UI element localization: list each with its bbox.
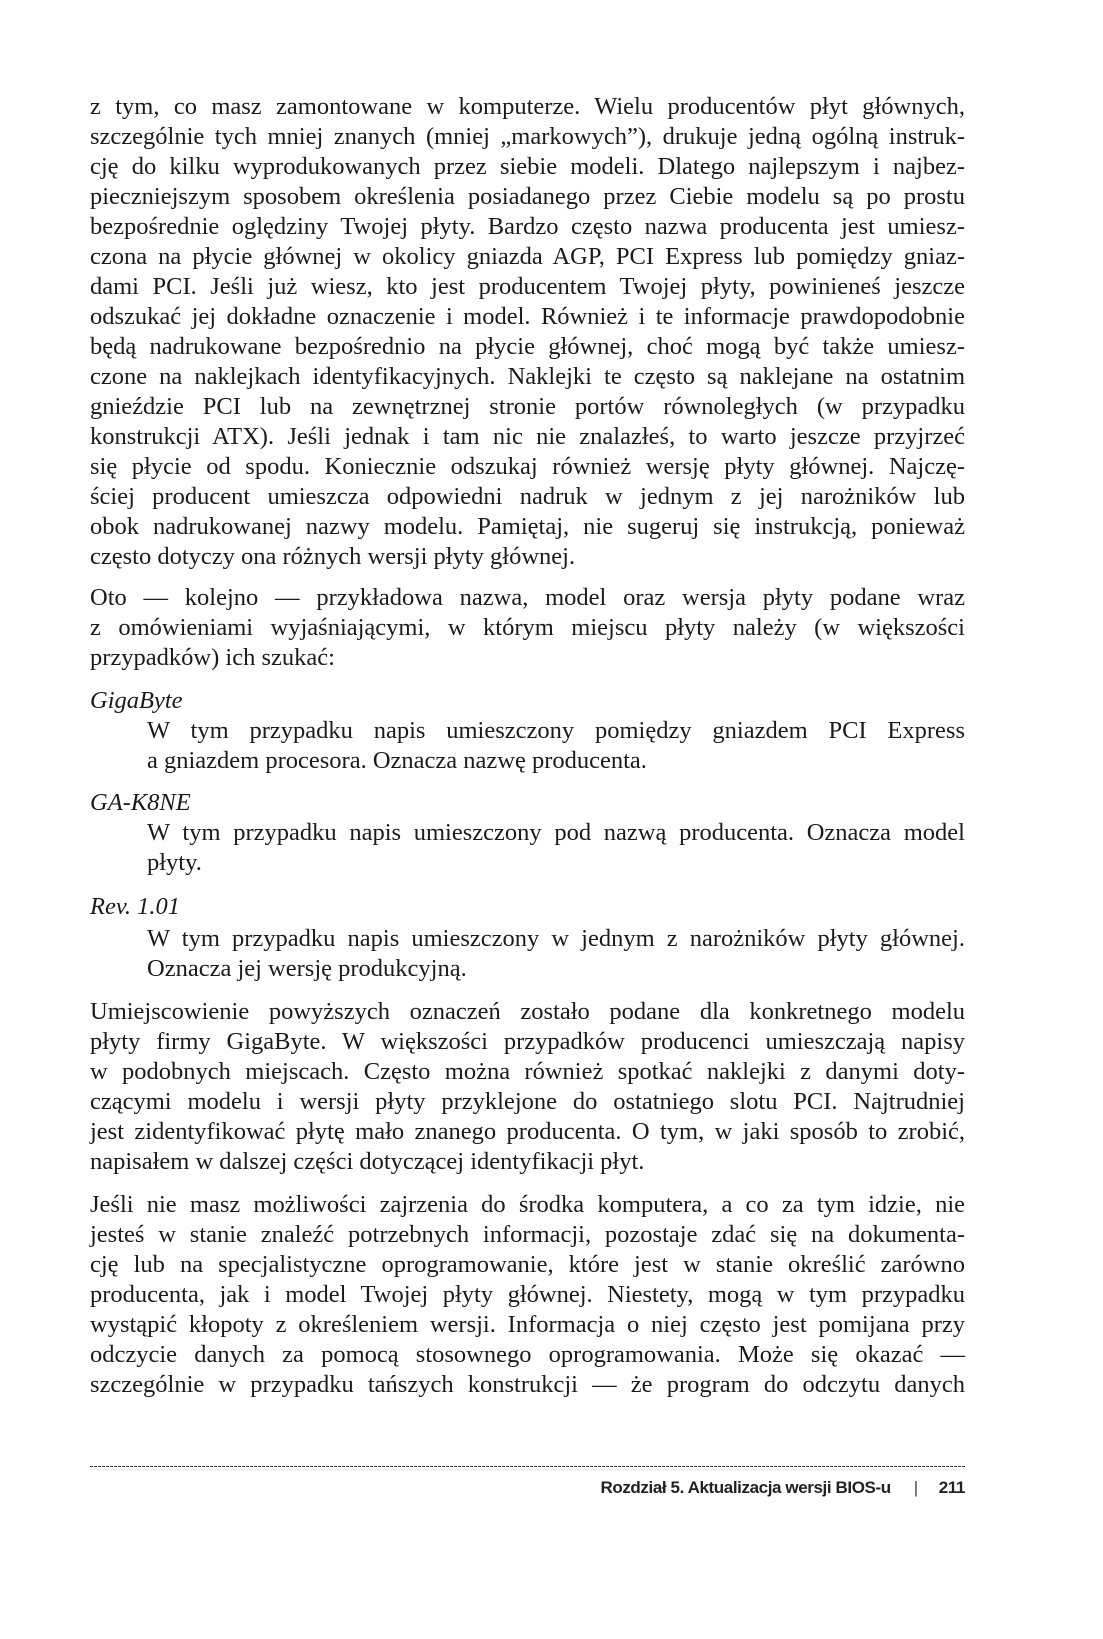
paragraph bbox=[90, 997, 965, 1177]
paragraph bbox=[90, 92, 965, 572]
text-line: jesteś w stanie znaleźć potrzebnych informacji, pozostaje zdać się na dokumenta- bbox=[90, 1221, 965, 1248]
text-line: konstrukcji ATX). Jeśli jednak i tam nic nie znalazłeś, to warto jeszcze przyjrzeć bbox=[90, 423, 965, 450]
definition-line: a gniazdem procesora. Oznacza nazwę producenta. bbox=[147, 747, 647, 774]
text-line: dami PCI. Jeśli już wiesz, kto jest producentem Twojej płyty, powinieneś jeszcze bbox=[90, 273, 965, 300]
text-line: obok nadrukowanej nazwy modelu. Pamiętaj, nie sugeruj się instrukcją, ponieważ bbox=[90, 513, 965, 540]
text-line: Umiejscowienie powyższych oznaczeń zostało podane dla konkretnego modelu bbox=[90, 998, 965, 1025]
running-footer bbox=[600, 1477, 965, 1499]
definition-description bbox=[147, 924, 965, 984]
text-line: czone na naklejkach identyfikacyjnych. Naklejki te często są naklejane na ostatnim bbox=[90, 363, 965, 390]
definition-line: W tym przypadku napis umieszczony pomiędzy gniazdem PCI Express bbox=[147, 717, 965, 744]
text-line: szczególnie w przypadku tańszych konstrukcji — że program do odczytu danych bbox=[90, 1371, 965, 1398]
definition-line: płyty. bbox=[147, 849, 202, 876]
chapter-title: Rozdział 5. Aktualizacja wersji BIOS-u bbox=[600, 1478, 891, 1497]
definition-line: Oznacza jej wersję produkcyjną. bbox=[147, 955, 467, 982]
paragraph bbox=[90, 583, 965, 673]
definition-term: GigaByte bbox=[90, 687, 183, 714]
text-line: cję do kilku wyprodukowanych przez siebie modeli. Dlatego najlepszym i najbez- bbox=[90, 153, 965, 180]
definition-term: GA-K8NE bbox=[90, 789, 191, 816]
text-line: jest zidentyfikować płytę mało znanego producenta. O tym, w jaki sposób to zrobić, bbox=[90, 1118, 965, 1145]
text-line: z omówieniami wyjaśniającymi, w którym miejscu płyty należy (w większości bbox=[90, 614, 965, 641]
text-line: Jeśli nie masz możliwości zajrzenia do środka komputera, a co za tym idzie, nie bbox=[90, 1191, 965, 1218]
text-line: bezpośrednie oględziny Twojej płyty. Bardzo często nazwa producenta jest umiesz- bbox=[90, 213, 965, 240]
text-line: przypadków) ich szukać: bbox=[90, 644, 335, 671]
text-line: z tym, co masz zamontowane w komputerze. Wielu producentów płyt głównych, bbox=[90, 93, 965, 120]
footer-separator: | bbox=[913, 1478, 918, 1497]
definition-description bbox=[147, 818, 965, 878]
text-line: ściej producent umieszcza odpowiedni nadruk w jednym z jej narożników lub bbox=[90, 483, 965, 510]
text-line: gnieździe PCI lub na zewnętrznej stronie portów równoległych (w przypadku bbox=[90, 393, 965, 420]
text-line: napisałem w dalszej części dotyczącej identyfikacji płyt. bbox=[90, 1148, 645, 1175]
definition-description bbox=[147, 716, 965, 776]
text-line: płyty firmy GigaByte. W większości przypadków producenci umieszczają napisy bbox=[90, 1028, 965, 1055]
text-line: Oto — kolejno — przykładowa nazwa, model oraz wersja płyty podane wraz bbox=[90, 584, 965, 611]
text-line: w podobnych miejscach. Często można również spotkać naklejki z danymi doty- bbox=[90, 1058, 965, 1085]
definition-line: W tym przypadku napis umieszczony w jednym z narożników płyty głównej. bbox=[147, 925, 965, 952]
text-line: czącymi modelu i wersji płyty przyklejone do ostatniego slotu PCI. Najtrudniej bbox=[90, 1088, 965, 1115]
text-line: czona na płycie głównej w okolicy gniazda AGP, PCI Express lub pomiędzy gniaz- bbox=[90, 243, 965, 270]
footer-rule bbox=[90, 1466, 965, 1467]
paragraph bbox=[90, 1190, 965, 1400]
text-line: często dotyczy ona różnych wersji płyty głównej. bbox=[90, 543, 576, 570]
definition-line: W tym przypadku napis umieszczony pod nazwą producenta. Oznacza model bbox=[147, 819, 965, 846]
text-line: pieczniejszym sposobem określenia posiadanego przez Ciebie modelu są po prostu bbox=[90, 183, 965, 210]
text-line: będą nadrukowane bezpośrednio na płycie głównej, choć mogą być także umiesz- bbox=[90, 333, 965, 360]
definition-term: Rev. 1.01 bbox=[90, 893, 181, 920]
text-line: szczególnie tych mniej znanych (mniej „markowych”), drukuje jedną ogólną instruk- bbox=[90, 123, 965, 150]
body-text bbox=[90, 92, 965, 1400]
text-line: się płycie od spodu. Koniecznie odszukaj również wersję płyty głównej. Najczę- bbox=[90, 453, 965, 480]
text-line: wystąpić kłopoty z określeniem wersji. Informacja o niej często jest pomijana przy bbox=[90, 1311, 965, 1338]
text-line: odczycie danych za pomocą stosownego oprogramowania. Może się okazać — bbox=[90, 1341, 965, 1368]
text-line: odszukać jej dokładne oznaczenie i model. Również i te informacje prawdopodobnie bbox=[90, 303, 965, 330]
text-line: producenta, jak i model Twojej płyty głównej. Niestety, mogą w tym przypadku bbox=[90, 1281, 965, 1308]
text-line: cję lub na specjalistyczne oprogramowanie, które jest w stanie określić zarówno bbox=[90, 1251, 965, 1278]
page-number: 211 bbox=[938, 1478, 965, 1497]
